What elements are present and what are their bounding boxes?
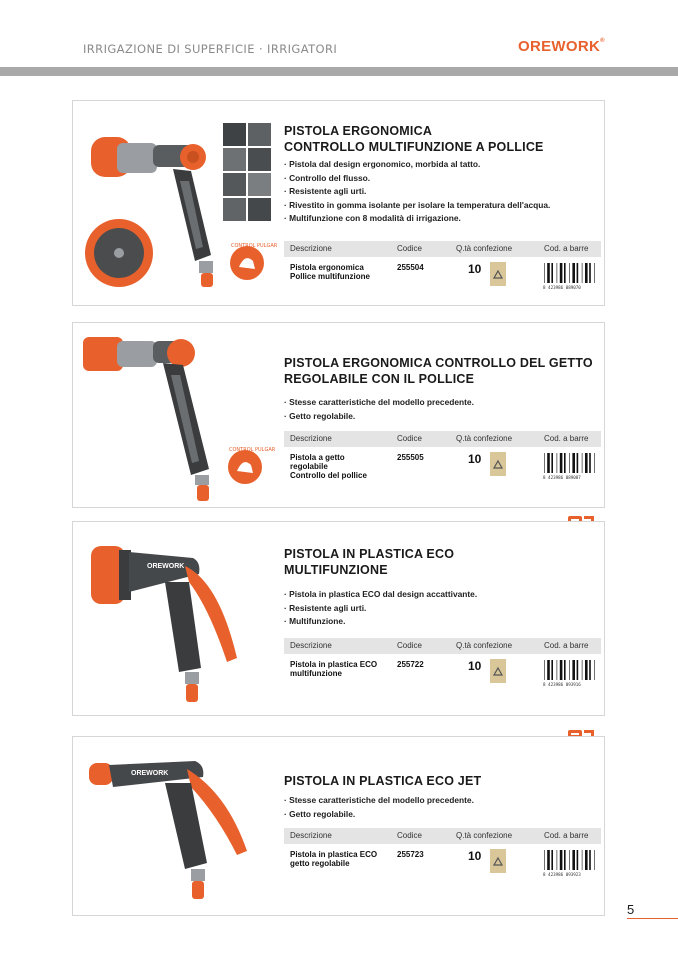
recycle-box-icon <box>490 452 506 476</box>
table-row <box>284 844 601 884</box>
feature-item: · Pistola in plastica ECO dal design accattivante. <box>284 589 478 599</box>
feature-item: · Rivestito in gomma isolante per isolare la temperatura dell'acqua. <box>284 199 551 210</box>
feature-item: · Getto regolabile. <box>284 808 356 819</box>
product-table <box>284 431 601 487</box>
feature-list <box>284 396 474 423</box>
product-card-255723 <box>72 736 605 916</box>
svg-text:CONTROL PULGAR: CONTROL PULGAR <box>229 447 276 453</box>
product-code: 255505 <box>397 453 424 462</box>
feature-item: · Multifunzione. <box>284 616 346 626</box>
pack-quantity: 10 <box>468 262 482 276</box>
feature-item: · Resistente agli urti. <box>284 602 367 613</box>
feature-item: · Resistente agli urti. <box>284 186 367 196</box>
feature-item: · Getto regolabile. <box>284 410 356 421</box>
product-title: PISTOLA ERGONOMICA CONTROLLO MULTIFUNZIONE A POLLICE <box>284 124 544 154</box>
svg-text:8 423986 093916: 8 423986 093916 <box>543 682 581 687</box>
table-row <box>284 654 601 694</box>
table-header: Descrizione Codice Q.tà confezione Cod. a barre <box>284 431 601 447</box>
product-title: PISTOLA IN PLASTICA ECO JET <box>284 774 482 788</box>
pack-quantity: 10 <box>468 452 482 466</box>
recycle-box-icon <box>490 659 506 683</box>
recycle-box-icon <box>490 849 506 873</box>
table-row <box>284 257 601 297</box>
barcode-image <box>541 659 599 687</box>
product-description: Pistola in plastica ECO getto regolabile <box>290 850 378 868</box>
table-header: Descrizione Codice Q.tà confezione Cod. a barre <box>284 828 601 844</box>
eco-jet-gun-image <box>87 753 252 913</box>
product-code: 255504 <box>397 263 424 272</box>
table-row <box>284 447 601 487</box>
adjustable-jet-gun-image <box>81 329 231 504</box>
product-table <box>284 828 601 884</box>
product-table <box>284 241 601 297</box>
table-header: Descrizione Codice Q.tà confezione Cod. a barre <box>284 638 601 654</box>
product-code: 255722 <box>397 660 424 669</box>
brand-logo: OREWORK® <box>518 38 605 55</box>
pack-quantity: 10 <box>468 849 482 863</box>
header-divider-bar <box>0 67 678 76</box>
barcode-image <box>541 452 599 480</box>
svg-text:OREWORK: OREWORK <box>131 770 169 777</box>
thumb-control-badge-icon <box>223 445 276 485</box>
spray-modes-gallery <box>223 123 273 223</box>
feature-item: · Stesse caratteristiche del modello precedente. <box>284 795 474 805</box>
svg-text:OREWORK: OREWORK <box>147 563 185 570</box>
product-card-255505 <box>72 322 605 508</box>
product-table <box>284 638 601 694</box>
thumb-control-badge-icon <box>225 241 278 281</box>
page-number: 5 <box>627 902 635 917</box>
feature-item: · Multifunzione con 8 modalità di irrigazione. <box>284 213 461 223</box>
product-card-255722 <box>72 521 605 716</box>
svg-text:8 423986 093923: 8 423986 093923 <box>543 872 581 877</box>
product-description: Pistola a getto regolabile Controllo del pollice <box>290 453 367 480</box>
feature-item: · Controllo del flusso. <box>284 172 371 183</box>
product-title: PISTOLA IN PLASTICA ECO MULTIFUNZIONE <box>284 547 455 577</box>
svg-text:8 423986 089087: 8 423986 089087 <box>543 475 581 480</box>
svg-text:CONTROL PULGAR: CONTROL PULGAR <box>231 243 278 249</box>
pack-quantity: 10 <box>468 659 482 673</box>
feature-list <box>284 158 550 226</box>
barcode-image <box>541 262 599 290</box>
thumb-control-gun-image <box>81 115 231 295</box>
product-description: Pistola in plastica ECO multifunzione <box>290 660 378 678</box>
product-title: PISTOLA ERGONOMICA CONTROLLO DEL GETTO REGOLABILE CON IL POLLICE <box>284 356 593 386</box>
product-card-255504 <box>72 100 605 306</box>
page-number-underline <box>627 918 678 919</box>
table-header: Descrizione Codice Q.tà confezione Cod. a barre <box>284 241 601 257</box>
barcode-image <box>541 849 599 877</box>
recycle-box-icon <box>490 262 506 286</box>
feature-item: · Stesse caratteristiche del modello precedente. <box>284 397 474 407</box>
feature-item: · Pistola dal design ergonomico, morbida al tatto. <box>284 159 481 169</box>
product-description: Pistola ergonomica Pollice multifunzione <box>290 263 371 281</box>
eco-multifunction-gun-image <box>89 538 249 708</box>
svg-text:8 423986 089070: 8 423986 089070 <box>543 285 581 290</box>
feature-list <box>284 588 477 629</box>
section-title: IRRIGAZIONE DI SUPERFICIE · IRRIGATORI <box>83 42 338 56</box>
product-code: 255723 <box>397 850 424 859</box>
feature-list <box>284 794 474 821</box>
